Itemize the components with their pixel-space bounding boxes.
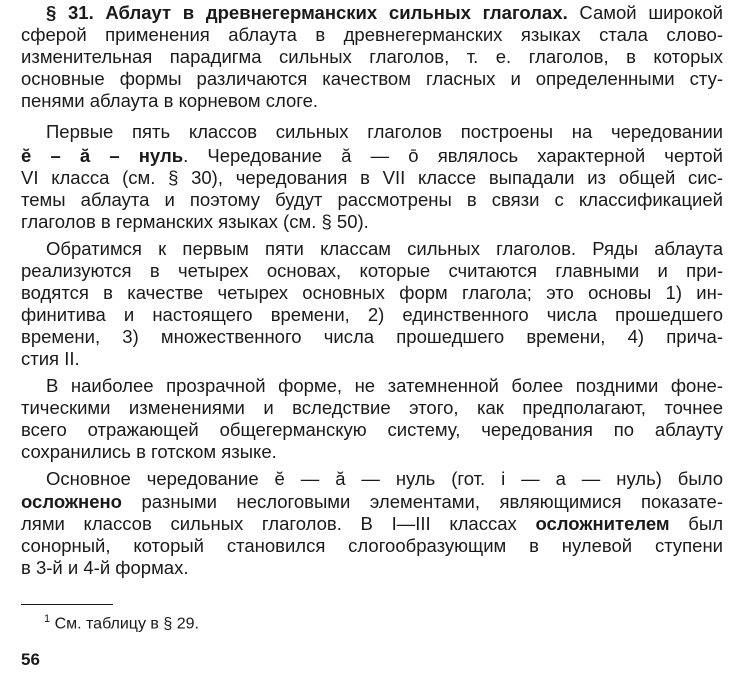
text-line	[21, 441, 723, 463]
text-run: Обратимся к первым пяти классам сильных глаголов. Ряды аблаута	[46, 238, 723, 259]
text-line	[46, 121, 723, 143]
text-run: был	[669, 513, 723, 534]
text-run: водятся в качестве четырех основных форм глагола; это основы 1) ин-	[21, 282, 723, 303]
text-run: глаголов в германских языках (см. § 50).	[21, 211, 369, 232]
text-run: лями классов сильных глаголов. В I—III классах	[21, 513, 536, 534]
text-line	[21, 348, 723, 370]
text-line	[21, 90, 723, 112]
text-run: сонорный, который становился слогообразующим в нулевой ступени	[21, 535, 723, 556]
bold-text: ĕ – ă – нуль	[21, 145, 184, 166]
text-line	[21, 282, 723, 304]
text-line	[21, 304, 723, 326]
text-line	[21, 46, 723, 68]
text-line	[21, 397, 723, 419]
text-line	[21, 326, 723, 348]
footnote	[44, 608, 199, 635]
text-run: Основное чередование ĕ — ă — нуль (гот. i — a — нуль) было	[46, 468, 723, 489]
text-run: основные формы различаются качеством гласных и определенными сту-	[21, 68, 723, 89]
text-run: VI класса (см. § 30), чередования в VII классе выпадали из общей сис-	[21, 167, 723, 188]
text-line	[46, 238, 723, 260]
text-line	[46, 2, 723, 24]
text-run: пенями аблаута в корневом слоге.	[21, 90, 319, 111]
bold-text: осложнителем	[535, 513, 670, 534]
footnote-rule	[21, 604, 113, 605]
bold-text: § 31. Аблаут в древнегерманских сильных глаголах.	[46, 2, 568, 23]
text-run: сохранились в готском языке.	[21, 441, 277, 462]
bold-text: осложнено	[21, 491, 122, 512]
text-run: реализуются в четырех основах, которые считаются главными и при-	[21, 260, 723, 281]
footnote-text: См. таблицу в § 29.	[54, 615, 199, 633]
text-line	[21, 189, 723, 211]
text-run: стия II.	[21, 348, 80, 369]
text-run: финитива и настоящего времени, 2) единственного числа прошедшего	[21, 304, 723, 325]
text-run: изменительная парадигма сильных глаголов, т. е. глаголов, в которых	[21, 46, 723, 67]
text-line	[21, 557, 723, 579]
text-line	[46, 375, 723, 397]
text-run: . Чередование ă — ō являлось характерной чертой	[183, 145, 724, 166]
text-line	[21, 211, 723, 233]
text-run: В наиболее прозрачной форме, не затемненной более поздними фоне-	[46, 375, 723, 396]
text-run: тическими изменениями и вследствие этого, как предполагают, точнее	[21, 397, 723, 418]
text-line	[21, 167, 723, 189]
text-run: Самой широкой	[567, 2, 723, 23]
text-line	[21, 491, 723, 513]
text-run: темы аблаута и поэтому будут рассмотрены в связи с классификацией	[21, 189, 723, 210]
text-line	[21, 513, 723, 535]
text-run: сферой применения аблаута в древнегерманских языках стала слово-	[21, 24, 723, 45]
text-line	[21, 419, 723, 441]
footnote-mark: 1	[44, 613, 51, 625]
text-line	[21, 68, 723, 90]
text-line	[21, 260, 723, 282]
text-run: времени, 3) множественного числа прошедшего времени, 4) прича-	[21, 326, 723, 347]
text-line	[21, 24, 723, 46]
text-line	[21, 145, 723, 167]
text-run: разными неслоговыми элементами, являющимися показате-	[121, 491, 723, 512]
page-number: 56	[21, 650, 40, 669]
text-line	[21, 535, 723, 557]
text-run: всего отражающей общегерманскую систему, чередования по аблауту	[21, 419, 723, 440]
text-run: Первые пять классов сильных глаголов построены на чередовании	[46, 121, 723, 142]
text-run: в 3-й и 4-й формах.	[21, 557, 189, 578]
text-line	[46, 468, 723, 490]
